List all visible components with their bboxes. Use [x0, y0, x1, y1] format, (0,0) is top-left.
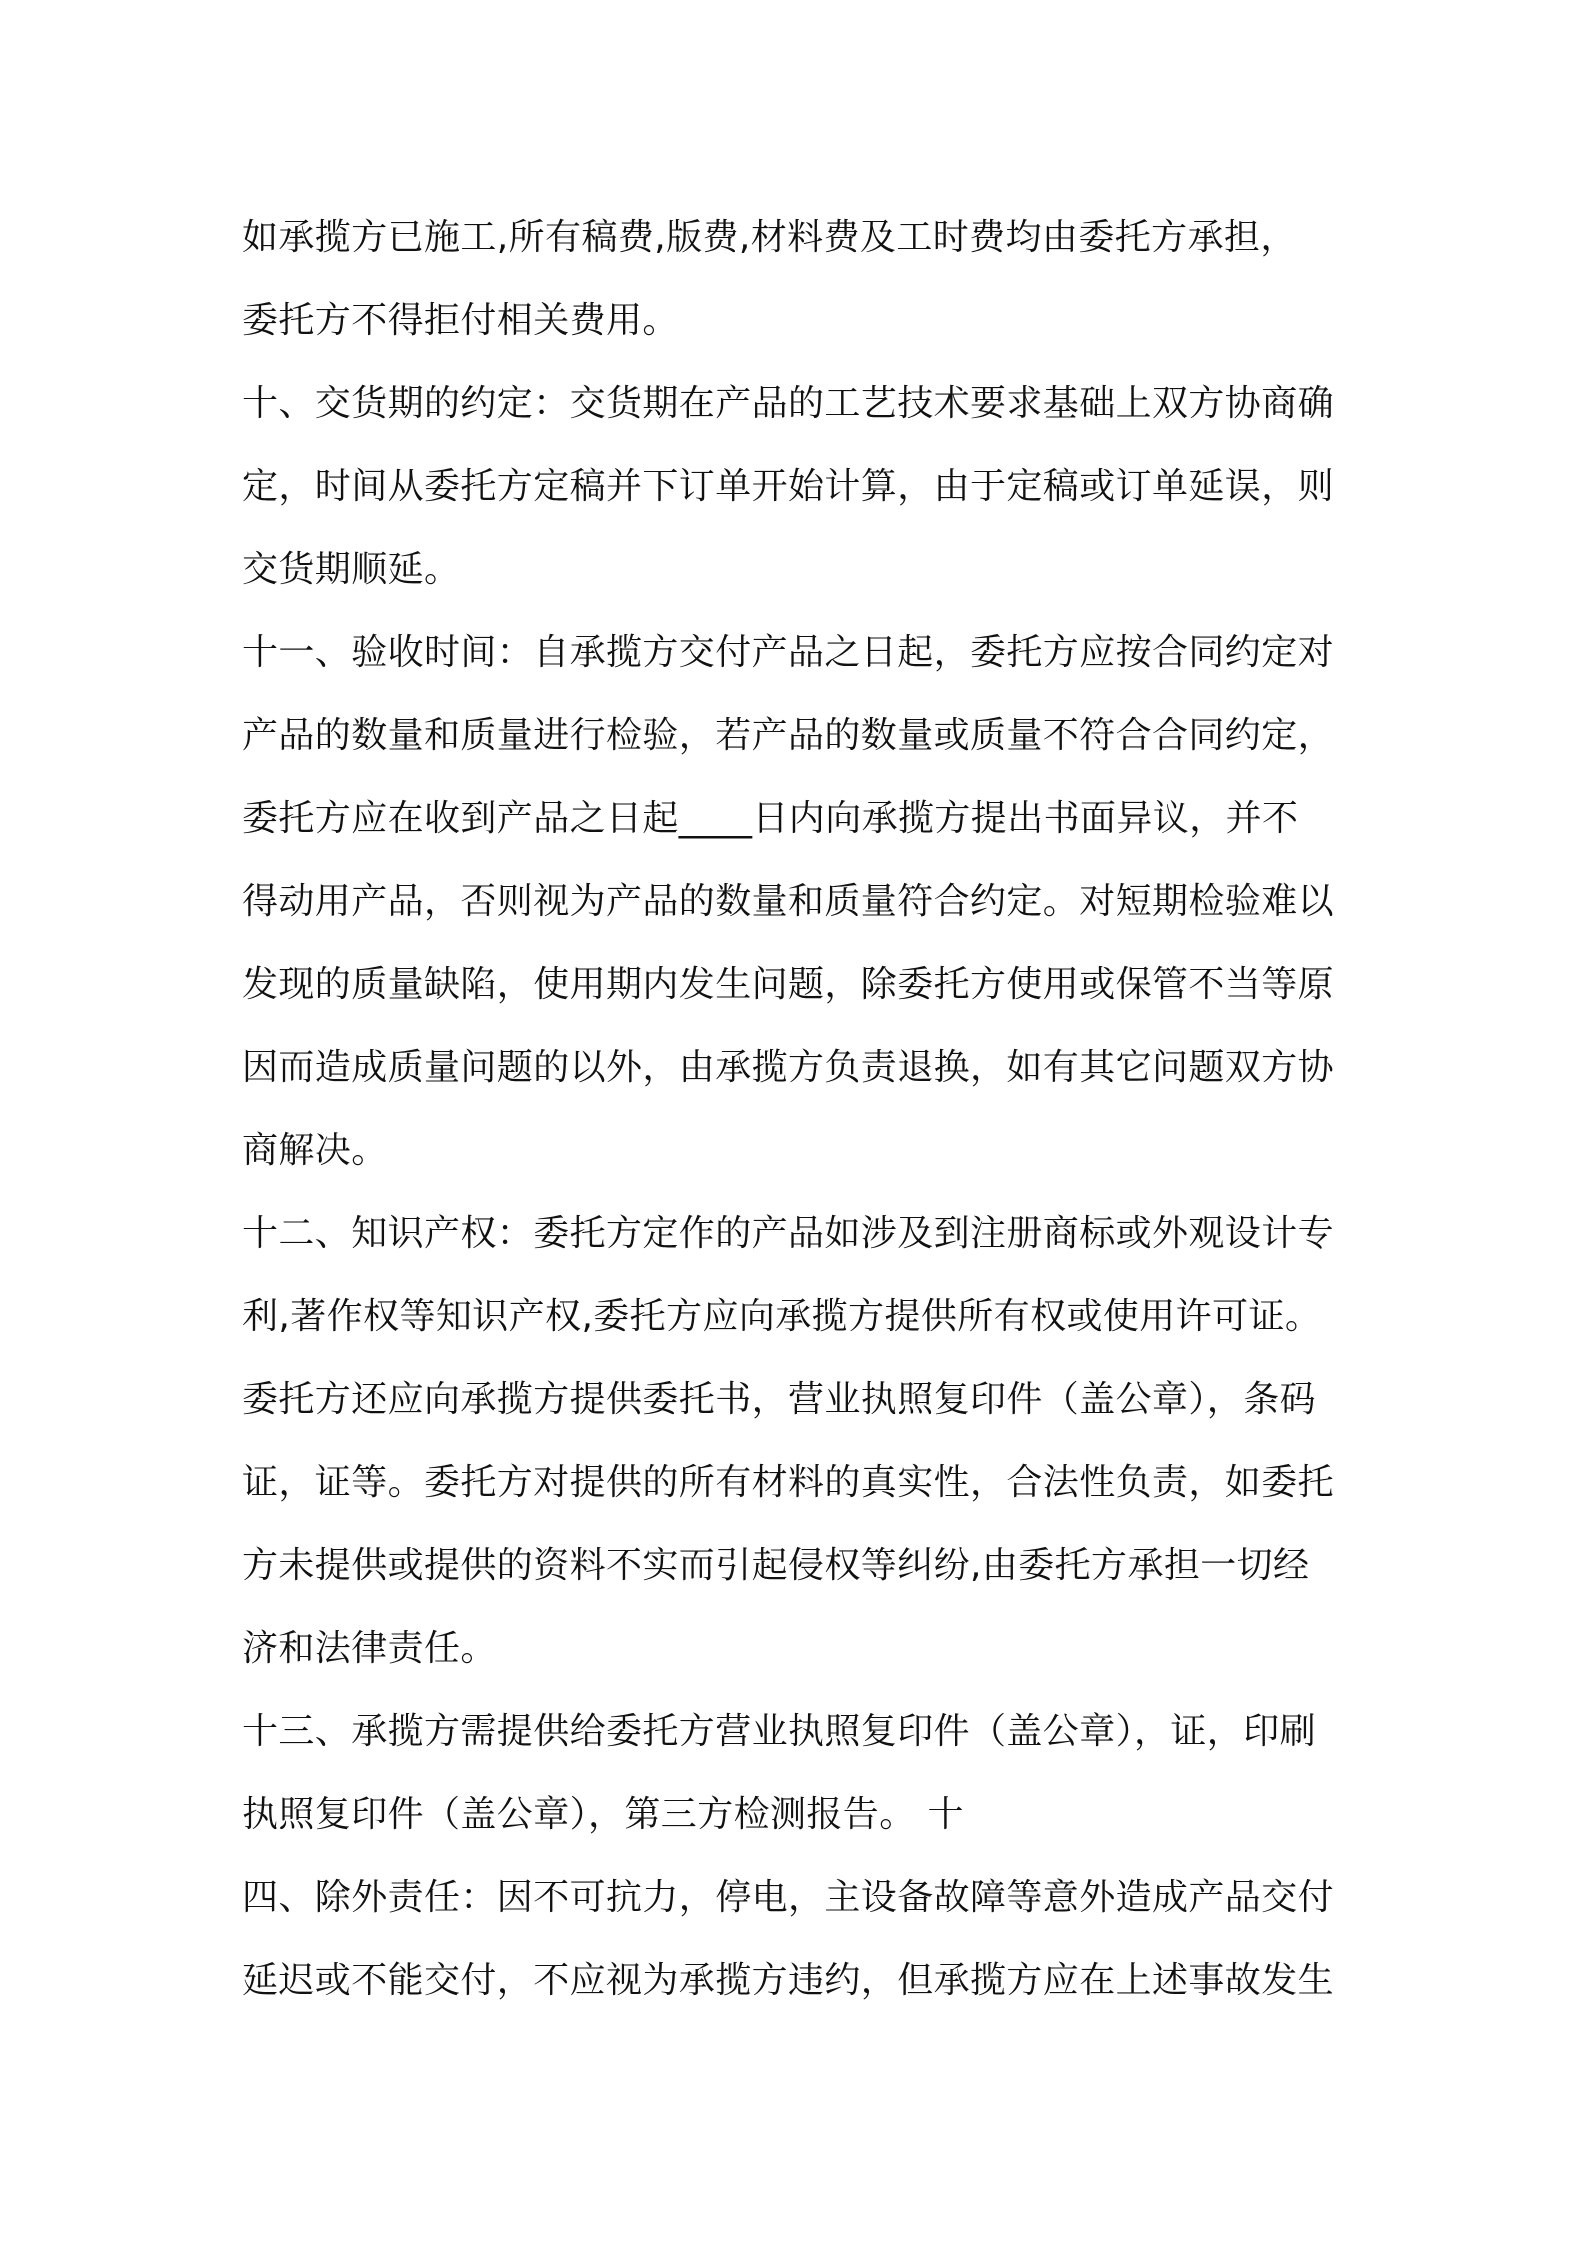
text-line: 利,著作权等知识产权,委托方应向承揽方提供所有权或使用许可证。: [242, 1296, 1322, 1337]
text-line: 延迟或不能交付，不应视为承揽方违约，但承揽方应在上述事故发生: [242, 1960, 1335, 2001]
text-line: 定，时间从委托方定稿并下订单开始计算，由于定稿或订单延误，则: [242, 466, 1335, 507]
text-line: 交货期顺延。: [242, 549, 461, 590]
text-line: 执照复印件（盖公章），第三方检测报告。 十: [242, 1794, 964, 1835]
text-line: 方未提供或提供的资料不实而引起侵权等纠纷,由委托方承担一切经: [242, 1545, 1310, 1586]
text-line: 委托方还应向承揽方提供委托书，营业执照复印件（盖公章），条码: [242, 1379, 1317, 1420]
text-line: 发现的质量缺陷，使用期内发生问题，除委托方使用或保管不当等原: [242, 964, 1335, 1005]
text-line: 委托方应在收到产品之日起____日内向承揽方提出书面异议，并不: [242, 798, 1299, 839]
text-line: 产品的数量和质量进行检验，若产品的数量或质量不符合合同约定，: [242, 715, 1335, 756]
text-line: 济和法律责任。: [242, 1628, 497, 1669]
text-line: 如承揽方已施工,所有稿费,版费,材料费及工时费均由委托方承担，: [242, 217, 1297, 258]
text-line: 因而造成质量问题的以外，由承揽方负责退换，如有其它问题双方协: [242, 1047, 1335, 1088]
text-line: 证，证等。委托方对提供的所有材料的真实性，合法性负责，如委托: [242, 1462, 1335, 1503]
contract-text-body: [242, 196, 1352, 2022]
text-line: 四、除外责任：因不可抗力，停电，主设备故障等意外造成产品交付: [242, 1877, 1335, 1918]
text-line: 十、交货期的约定：交货期在产品的工艺技术要求基础上双方协商确: [242, 383, 1335, 424]
text-line: 十二、知识产权：委托方定作的产品如涉及到注册商标或外观设计专: [242, 1213, 1335, 1254]
text-line: 十一、验收时间：自承揽方交付产品之日起，委托方应按合同约定对: [242, 632, 1335, 673]
text-line: 委托方不得拒付相关费用。: [242, 300, 679, 341]
text-line: 商解决。: [242, 1130, 388, 1171]
text-line: 得动用产品，否则视为产品的数量和质量符合约定。对短期检验难以: [242, 881, 1335, 922]
text-line: 十三、承揽方需提供给委托方营业执照复印件（盖公章），证，印刷: [242, 1711, 1317, 1752]
